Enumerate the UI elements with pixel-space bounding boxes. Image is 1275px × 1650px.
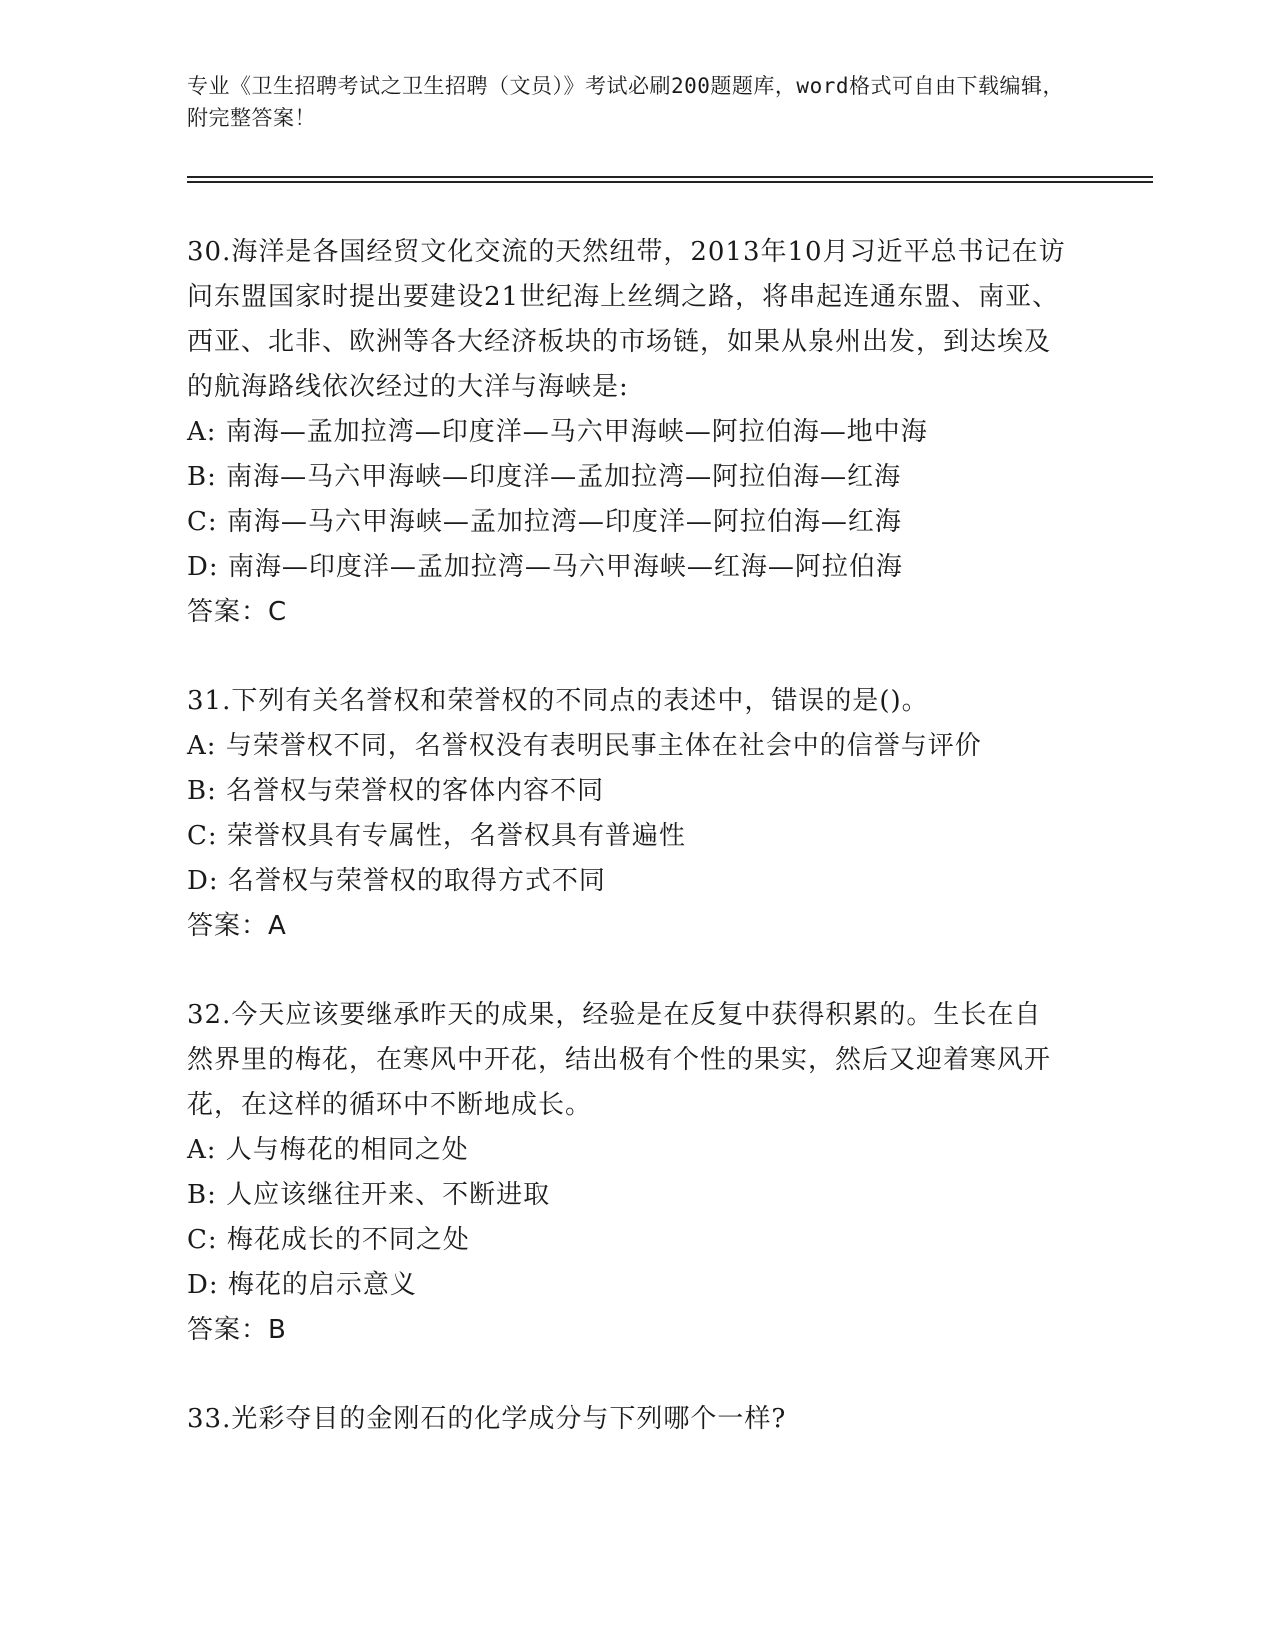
option-c: C: 荣誉权具有专属性，名誉权具有普遍性 (187, 821, 686, 851)
answer-line: 答案：C (187, 597, 288, 627)
answer-line: 答案：B (187, 1315, 287, 1345)
option-d: D: 梅花的启示意义 (187, 1270, 417, 1300)
option-c: C: 梅花成长的不同之处 (187, 1225, 470, 1255)
option-a: A: 人与梅花的相同之处 (187, 1135, 469, 1165)
option-d: D: 名誉权与荣誉权的取得方式不同 (187, 866, 606, 896)
option-c: C: 南海—马六甲海峡—孟加拉湾—印度洋—阿拉伯海—红海 (187, 507, 902, 537)
option-a: A: 南海—孟加拉湾—印度洋—马六甲海峡—阿拉伯海—地中海 (187, 417, 928, 447)
question-33 (187, 1397, 1067, 1442)
answer-line: 答案：A (187, 911, 287, 941)
document-header: 专业《卫生招聘考试之卫生招聘（文员）》考试必刷200题题库，word格式可自由下载编辑，附完整答案！ (187, 74, 1064, 130)
question-text: 32.今天应该要继承昨天的成果，经验是在反复中获得积累的。生长在自然界里的梅花，在寒风中开花，结出极有个性的果实，然后又迎着寒风开花，在这样的循环中不断地成长。 (187, 1000, 1052, 1120)
question-list (187, 230, 1067, 1486)
question-text: 30.海洋是各国经贸文化交流的天然纽带，2013年10月习近平总书记在访问东盟国家时提出要建设21世纪海上丝绸之路，将串起连通东盟、南亚、西亚、北非、欧洲等各大经济板块的市场链，如果从泉州出发，到达埃及的航海路线依次经过的大洋与海峡是: (187, 237, 1066, 402)
question-32 (187, 993, 1067, 1353)
option-b: B: 名誉权与荣誉权的客体内容不同 (187, 776, 605, 806)
option-a: A: 与荣誉权不同，名誉权没有表明民事主体在社会中的信誉与评价 (187, 731, 982, 761)
header-divider-bottom (187, 181, 1153, 183)
option-b: B: 南海—马六甲海峡—印度洋—孟加拉湾—阿拉伯海—红海 (187, 462, 902, 492)
question-text: 33.光彩夺目的金刚石的化学成分与下列哪个一样? (187, 1404, 787, 1434)
question-30 (187, 230, 1067, 635)
question-text: 31.下列有关名誉权和荣誉权的不同点的表述中，错误的是()。 (187, 686, 929, 716)
option-d: D: 南海—印度洋—孟加拉湾—马六甲海峡—红海—阿拉伯海 (187, 552, 903, 582)
question-31 (187, 679, 1067, 949)
option-b: B: 人应该继往开来、不断进取 (187, 1180, 551, 1210)
header-divider-top (187, 176, 1153, 178)
